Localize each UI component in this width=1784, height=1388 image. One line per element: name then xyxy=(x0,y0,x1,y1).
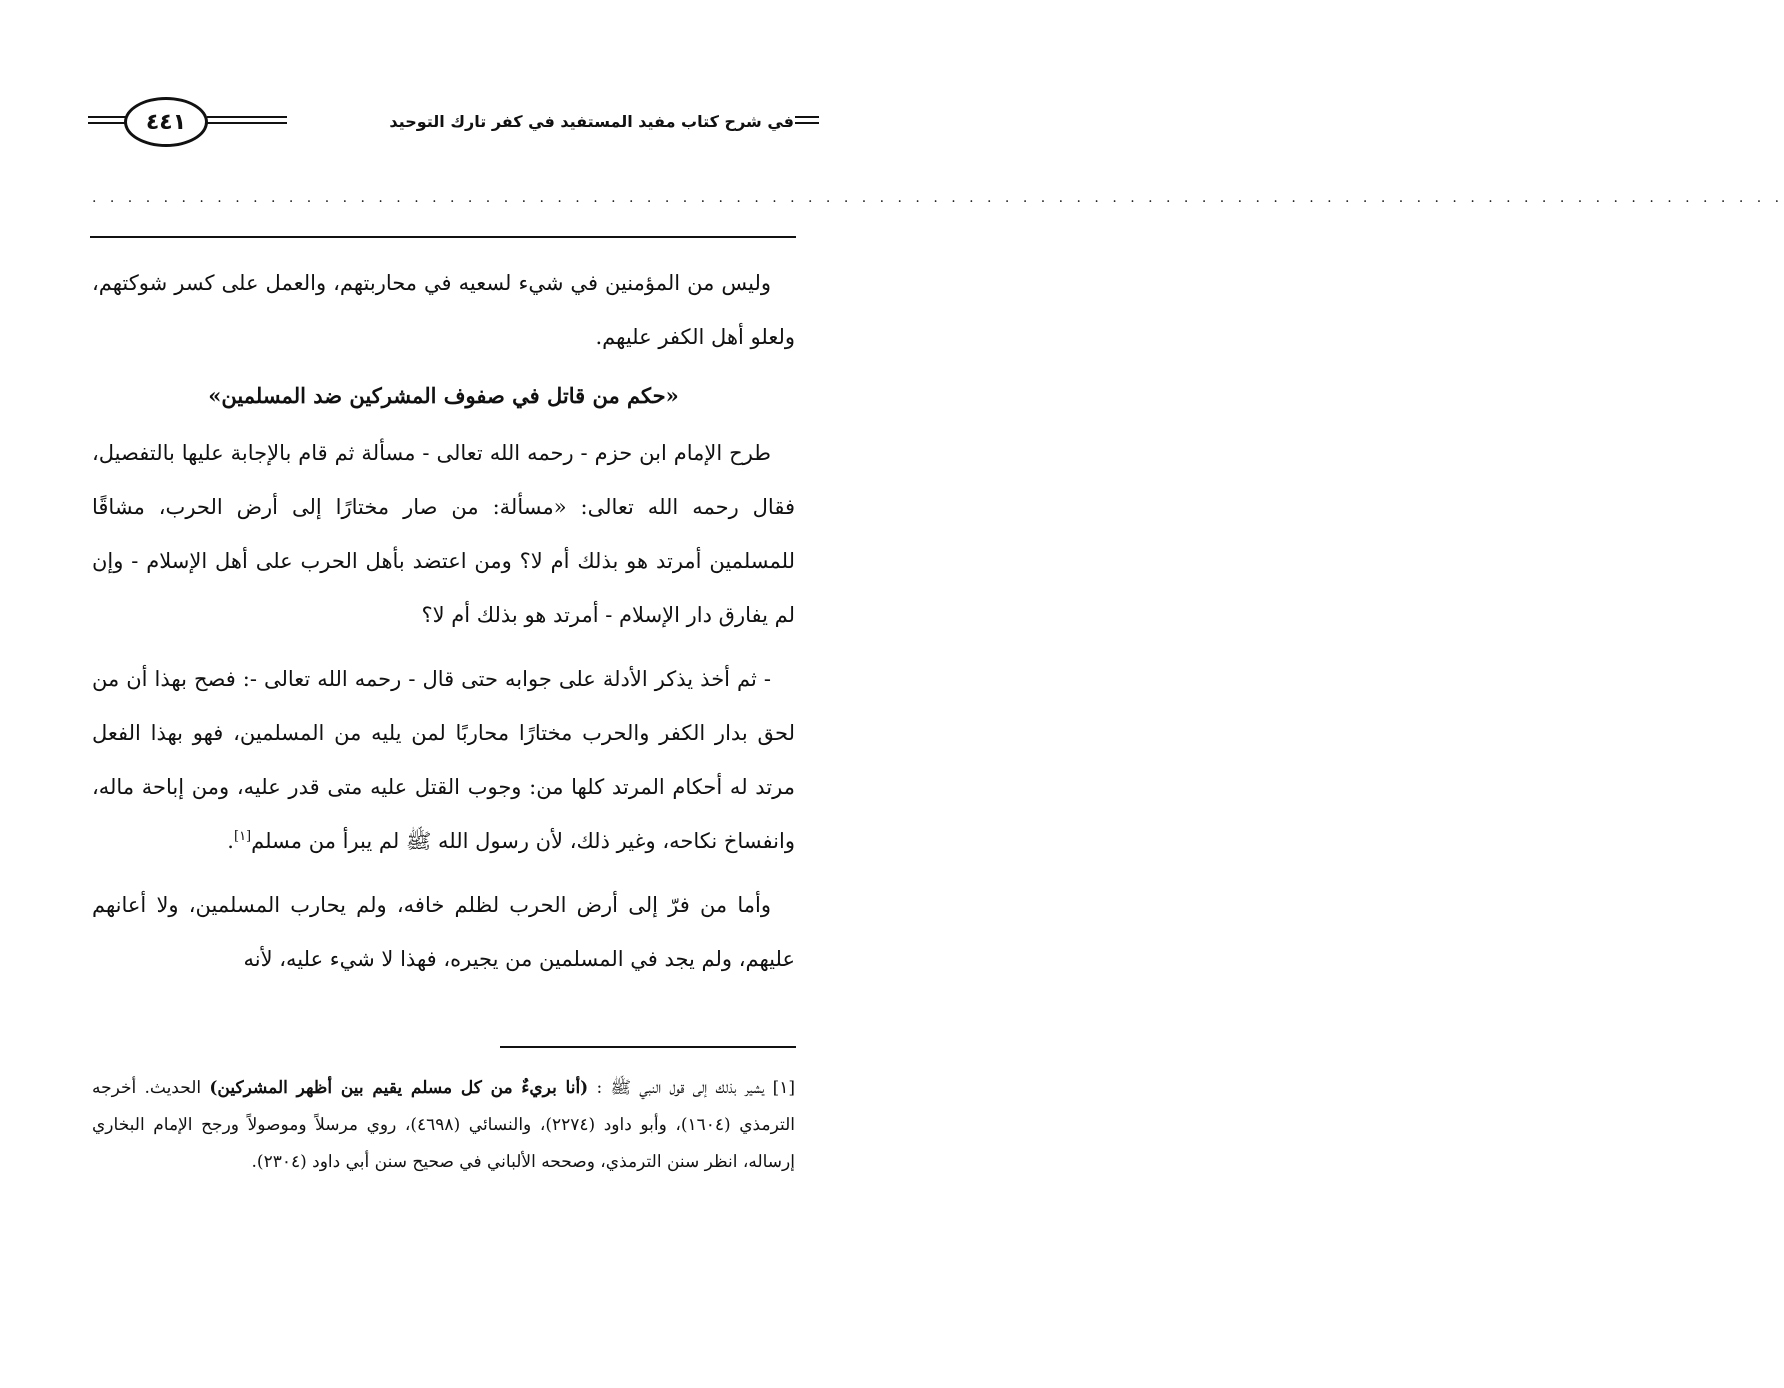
paragraph-1-line-1: وليس من المؤمنين في شيء لسعيه في محاربتهم، والعمل على كسر xyxy=(174,271,771,295)
footnote-1-body: الحديث. أخرجه الترمذي (١٦٠٤)، وأبو داود (٢٢٧٤)، والنسائي (٤٦٩٨)، روي مرسلاً وموصولاً ورجح الإمام البخاري إرساله، انظر سنن الترمذي، وصححه الألباني في صحيح سنن أبي داود (٢٣٠٤). xyxy=(92,1078,796,1172)
paragraph-1-line-2: شوكتهم، ولعلو أهل الكفر عليهم. xyxy=(92,271,795,349)
running-header-title: في شرح كتاب مفيد المستفيد في كفر تارك التوحيد xyxy=(389,112,794,131)
paragraph-3-end: . xyxy=(227,829,234,853)
page-number-oval xyxy=(124,97,208,147)
footnote-separator-line xyxy=(500,1046,796,1048)
paragraph-3 xyxy=(92,652,795,868)
footnote-reference[interactable]: [١] xyxy=(233,829,252,844)
footnotes xyxy=(92,1070,795,1181)
section-heading: «حكم من قاتل في صفوف المشركين ضد المسلمين» xyxy=(208,383,679,408)
footnote-1-hadith-quote: (أنا بريءٌ من كل مسلم يقيم بين أظهر المشركين) xyxy=(209,1078,589,1098)
header-double-rule-right xyxy=(795,116,819,124)
footnote-1-intro: يشير بذلك إلى قول النبي ﷺ : xyxy=(596,1078,765,1098)
footnote-1 xyxy=(92,1070,795,1181)
dotted-separator: . . . . . . . . . . . . . . . . . . . . . . . . . . . . . . . . . . . . . . . . . . . . . . . . . . . . . . . . . . . . . . . . . . . . . . . . . . . . . . . . . . . . . . . . . . . . . . . xyxy=(92,190,1784,206)
page-number: ٤٤١ xyxy=(145,109,187,135)
footnote-1-mark: [١] xyxy=(772,1078,796,1098)
paragraph-3-text: - ثم أخذ يذكر الأدلة على جوابه حتى قال - رحمه الله تعالى -: فصح بهذا أن من لحق بدار الكفر والحرب مختارًا محاربًا لمن يليه من المسلمين، فهو بهذا الفعل مرتد له أحكام المرتد كلها من: وجوب القتل عليه متى قدر عليه، ومن إباحة ماله، وانفساخ نكاحه، وغير ذلك، لأن رسول الله ﷺ لم يبرأ من مسلم xyxy=(92,667,795,853)
paragraph-1 xyxy=(92,256,795,364)
header-separator-line xyxy=(90,236,796,238)
paragraph-4: وأما من فرّ إلى أرض الحرب لظلم خافه، ولم يحارب المسلمين، ولا أعانهم عليهم، ولم يجد في المسلمين من يجيره، فهذا لا شيء عليه، لأنه xyxy=(92,893,795,971)
main-text xyxy=(92,256,795,986)
header-double-rule-middle xyxy=(207,116,287,124)
paragraph-2: طرح الإمام ابن حزم - رحمه الله تعالى - مسألة ثم قام بالإجابة عليها بالتفصيل، فقال رحمه الله تعالى: «مسألة: من صار مختارًا إلى أرض الحرب، مشاقًا للمسلمين أمرتد هو بذلك أم لا؟ ومن اعتضد بأهل الحرب على أهل الإسلام - وإن لم يفارق دار الإسلام - أمرتد هو بذلك أم لا؟ xyxy=(92,441,795,627)
header-double-rule-left xyxy=(88,116,126,124)
